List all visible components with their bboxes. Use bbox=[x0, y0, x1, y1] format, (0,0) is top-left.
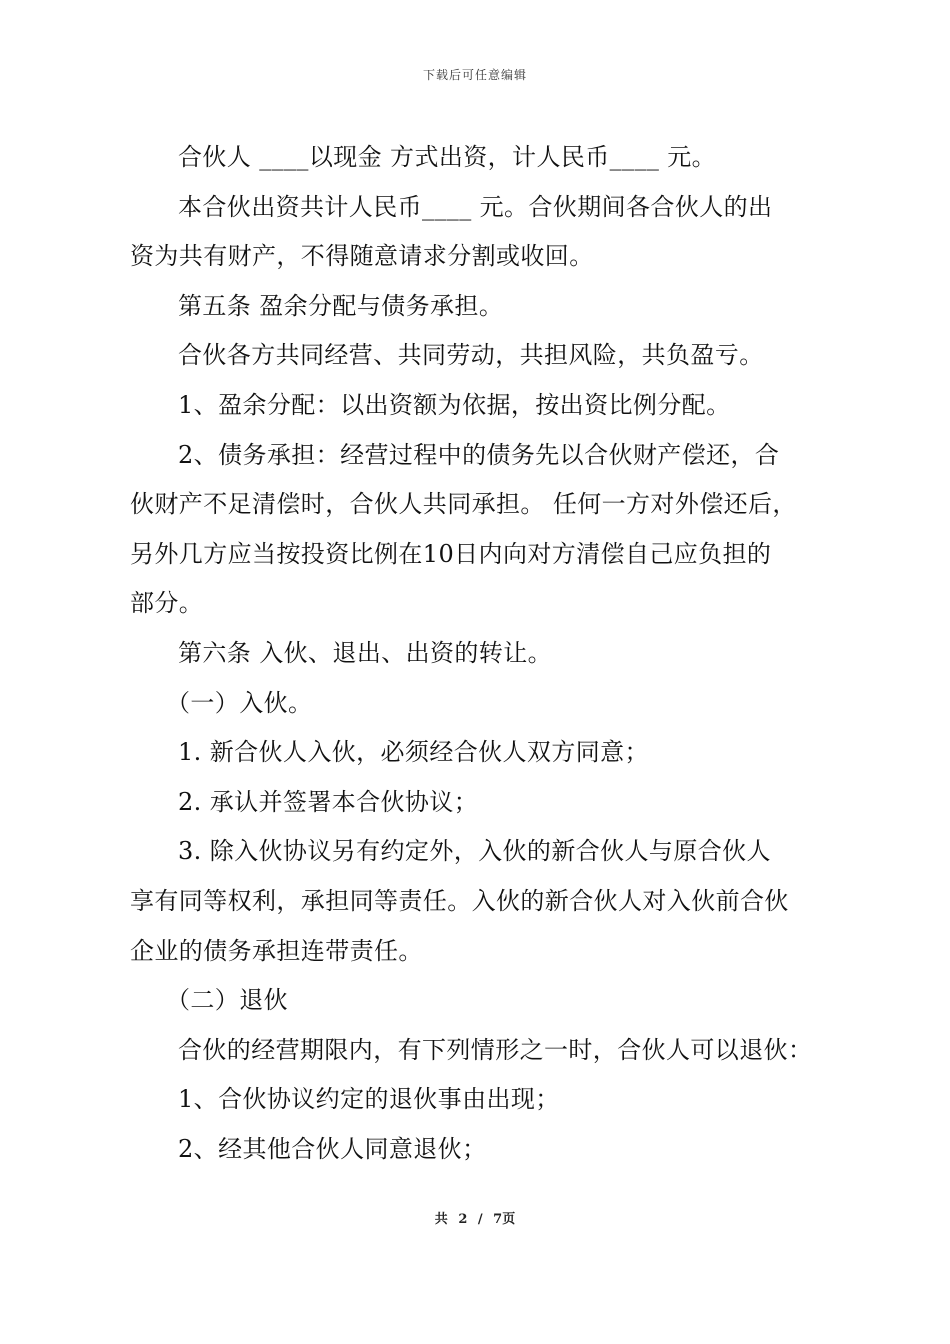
current-page-number: 2 bbox=[458, 1212, 468, 1227]
list-item: 1、合伙协议约定的退伙事由出现； bbox=[178, 1085, 560, 1114]
paragraph-line: 合伙人 ____以现金 方式出资，计人民币____ 元。 bbox=[178, 143, 717, 171]
list-item: 2、债务承担：经营过程中的债务先以合伙财产偿还，合 bbox=[178, 440, 780, 469]
document-body bbox=[130, 133, 830, 1174]
list-item: 3. 除入伙协议另有约定外，入伙的新合伙人与原合伙人 bbox=[178, 837, 771, 866]
list-item: 2. 承认并签署本合伙协议； bbox=[178, 787, 479, 816]
page-footer bbox=[0, 1208, 950, 1227]
page-count-prefix: 共 bbox=[434, 1212, 448, 1227]
paragraph-line: 伙财产不足清偿时，合伙人共同承担。 任何一方对外偿还后， bbox=[130, 490, 797, 519]
list-item: 2、经其他合伙人同意退伙； bbox=[178, 1134, 487, 1163]
paragraph-line: 享有同等权利，承担同等责任。入伙的新合伙人对入伙前合伙 bbox=[130, 886, 789, 915]
section-heading: 第六条 入伙、退出、出资的转让。 bbox=[178, 638, 553, 667]
list-item: 1. 新合伙人入伙，必须经合伙人双方同意； bbox=[178, 738, 649, 767]
paragraph-line: 合伙各方共同经营、共同劳动，共担风险，共负盈亏。 bbox=[178, 341, 764, 370]
total-pages: 7页 bbox=[493, 1212, 516, 1227]
paragraph-line: 本合伙出资共计人民币____ 元。合伙期间各合伙人的出 bbox=[178, 192, 773, 221]
subsection-heading: （二）退伙 bbox=[166, 986, 288, 1015]
paragraph-line: 企业的债务承担连带责任。 bbox=[130, 936, 423, 965]
paragraph-line: 另外几方应当按投资比例在10日内向对方清偿自己应负担的 bbox=[130, 539, 772, 568]
subsection-heading: （一）入伙。 bbox=[166, 688, 313, 717]
page-header: 下载后可任意编辑 bbox=[422, 68, 527, 82]
list-item: 1、盈余分配：以出资额为依据，按出资比例分配。 bbox=[178, 390, 731, 419]
paragraph-line: 部分。 bbox=[130, 589, 204, 618]
page-separator: / bbox=[477, 1212, 483, 1227]
paragraph-line: 合伙的经营期限内，有下列情形之一时，合伙人可以退伙： bbox=[178, 1035, 813, 1064]
paragraph-line: 资为共有财产，不得随意请求分割或收回。 bbox=[130, 242, 594, 271]
section-heading: 第五条 盈余分配与债务承担。 bbox=[178, 291, 504, 320]
